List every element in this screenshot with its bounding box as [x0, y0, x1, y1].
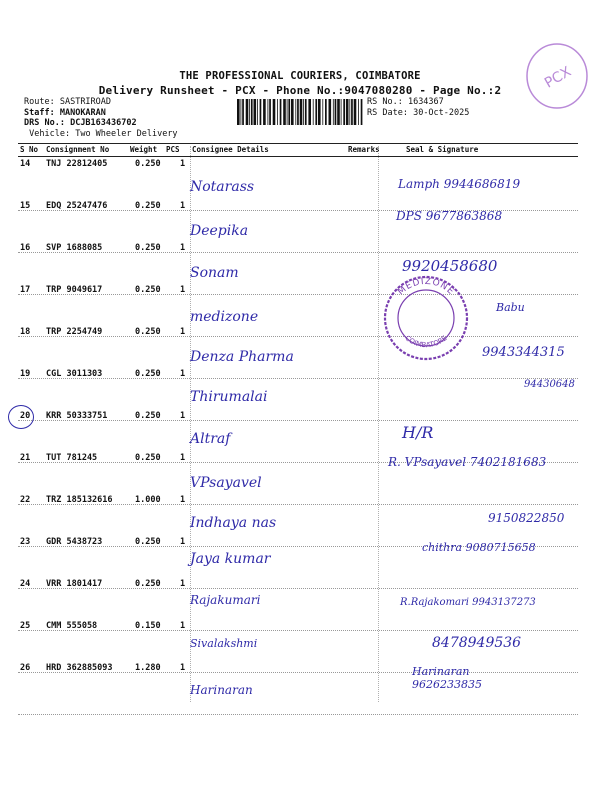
row-consignment: TRP 9049617: [46, 285, 103, 295]
row-weight: 0.250: [135, 243, 161, 253]
row-consignee: Altraf: [190, 431, 231, 447]
row-consignment: KRR 50333751: [46, 411, 108, 421]
row-consignment: VRR 1801417: [46, 579, 103, 589]
runsheet-subtitle: Delivery Runsheet - PCX - Phone No.:9047080280 - Page No.:2: [98, 84, 502, 97]
barcode-bar: [254, 99, 257, 125]
barcode-bar: [241, 99, 242, 125]
col-consignment: Consignment No: [46, 145, 110, 154]
row-pcs: 1: [180, 369, 186, 379]
row-signature: Harinaran 9626233835: [412, 665, 482, 691]
row-sno: 14: [20, 159, 31, 169]
barcode-bar: [263, 99, 266, 125]
barcode-bar: [325, 99, 327, 125]
row-consignment: CGL 3011303: [46, 369, 103, 379]
row-signature: 9943344315: [482, 345, 565, 360]
row-weight: 0.250: [135, 579, 161, 589]
barcode-bar: [358, 99, 359, 125]
row-consignment: TUT 781245: [46, 453, 98, 463]
barcode-bar: [361, 99, 363, 125]
row-sno: 15: [20, 201, 31, 211]
row-signature: 8478949536: [432, 635, 522, 651]
row-pcs: 1: [180, 243, 186, 253]
row-pcs: 1: [180, 201, 186, 211]
col-remarks: Remarks: [348, 145, 380, 154]
barcode-bar: [237, 99, 240, 125]
barcode-bar: [308, 99, 311, 125]
barcode-bar: [349, 99, 350, 125]
row-sno: 23: [20, 537, 31, 547]
barcode-bar: [251, 99, 253, 125]
row-consignee: Deepika: [190, 223, 249, 239]
row-pcs: 1: [180, 537, 186, 547]
row-consignment: TRZ 185132616: [46, 495, 113, 505]
row-consignee: Notarass: [190, 179, 255, 195]
row-consignee: Thirumalai: [190, 389, 268, 405]
row-signature: H/R: [402, 423, 434, 442]
row-weight: 1.280: [135, 663, 161, 673]
seal-top-text: MEDIZONE: [396, 276, 457, 298]
row-signature: R. VPsayavel 7402181683: [388, 455, 547, 469]
barcode-bar: [335, 99, 337, 125]
row-pcs: 1: [180, 621, 186, 631]
row-signature: Lamph 9944686819: [398, 177, 521, 191]
barcode-bar: [269, 99, 271, 125]
row-consignee: Sivalakshmi: [190, 637, 258, 650]
route-value: SASTRIROAD: [59, 97, 112, 107]
row-pcs: 1: [180, 159, 186, 169]
barcode-bar: [280, 99, 282, 125]
row-weight: 0.250: [135, 453, 161, 463]
barcode-bar: [343, 99, 345, 125]
row-signature: 9920458680: [402, 257, 498, 275]
barcode-bar: [287, 99, 288, 125]
barcode-bar: [295, 99, 296, 125]
table-row: [18, 661, 578, 715]
barcode-bar: [297, 99, 299, 125]
row-consignment: TNJ 22812405: [46, 159, 108, 169]
row-weight: 0.250: [135, 201, 161, 211]
barcode-bar: [313, 99, 314, 125]
row-consignment: SVP 1688085: [46, 243, 103, 253]
barcode-bar: [322, 99, 323, 125]
barcode-bar: [318, 99, 321, 125]
barcode-bar: [283, 99, 286, 125]
vehicle-value: Two Wheeler Delivery: [75, 128, 178, 139]
row-weight: 0.150: [135, 621, 161, 631]
svg-text:COIMBATORE: [403, 334, 448, 349]
row-sno: 25: [20, 621, 31, 631]
row-signature: R.Rajakomari 9943137273: [400, 597, 536, 608]
meta-left: Route: SASTRIROAD Staff: MANOKARAN DRS No.: DCJB163436702 Vehicle: Two Wheeler Delivery: [24, 97, 178, 139]
barcode-bar: [303, 99, 304, 125]
barcode-bar: [337, 99, 340, 125]
barcode-bar: [354, 99, 357, 125]
row-pcs: 1: [180, 495, 186, 505]
row-weight: 0.250: [135, 411, 161, 421]
rs-no-value: 1634367: [407, 97, 444, 107]
company-title: THE PROFESSIONAL COURIERS, COIMBATORE: [179, 70, 421, 82]
col-pcs: PCS: [166, 145, 180, 154]
col-weight: Weight: [130, 145, 158, 154]
row-consignee: medizone: [190, 309, 259, 325]
barcode-bar: [268, 99, 269, 125]
row-consignment: TRP 2254749: [46, 327, 103, 337]
col-sno: S No: [20, 145, 39, 154]
row-consignment: CMM 555058: [46, 621, 98, 631]
row-sno: 17: [20, 285, 31, 295]
row-weight: 0.250: [135, 327, 161, 337]
col-consignee: Consignee Details: [192, 145, 269, 154]
barcode-bar: [329, 99, 332, 125]
row-pcs: 1: [180, 411, 186, 421]
medizone-seal: [380, 272, 472, 364]
row-consignment: HRD 362885093: [46, 663, 113, 673]
row-consignee: Jaya kumar: [190, 551, 271, 567]
row-signature: chithra 9080715658: [422, 541, 536, 554]
row-sno: 20: [20, 411, 31, 421]
barcode-bar: [300, 99, 303, 125]
row-signature: 9150822850: [488, 511, 565, 525]
meta-right: RS No.: 1634367 RS Date: 30-Oct-2025: [367, 97, 470, 118]
row-consignee: Rajakumari: [190, 593, 261, 607]
row-signature: DPS 9677863868: [396, 209, 503, 223]
row-weight: 0.250: [135, 285, 161, 295]
seal-bottom-text: COIMBATORE: [403, 334, 449, 350]
row-weight: 0.250: [135, 159, 161, 169]
pcx-stamp-text: PCX: [541, 63, 575, 92]
row-pcs: 1: [180, 453, 186, 463]
row-pcs: 1: [180, 663, 186, 673]
barcode: [237, 99, 363, 125]
row-weight: 0.250: [135, 537, 161, 547]
row-sno: 16: [20, 243, 31, 253]
row-sno: 22: [20, 495, 31, 505]
row-pcs: 1: [180, 327, 186, 337]
barcode-bar: [288, 99, 290, 125]
rs-date-value: 30-Oct-2025: [413, 107, 470, 118]
barcode-bar: [277, 99, 278, 125]
barcode-bar: [341, 99, 342, 125]
row-separator: [18, 714, 578, 715]
barcode-bar: [351, 99, 353, 125]
row-weight: 1.000: [135, 495, 161, 505]
row-sno: 18: [20, 327, 31, 337]
barcode-bar: [257, 99, 258, 125]
row-pcs: 1: [180, 579, 186, 589]
barcode-bar: [333, 99, 334, 125]
barcode-bar: [249, 99, 250, 125]
barcode-bar: [242, 99, 244, 125]
row-signature: Babu: [496, 301, 525, 314]
barcode-bar: [305, 99, 307, 125]
staff-value: MANOKARAN: [59, 107, 106, 118]
col-seal: Seal & Signature: [406, 145, 479, 154]
row-weight: 0.250: [135, 369, 161, 379]
barcode-bar: [346, 99, 349, 125]
row-sno: 21: [20, 453, 31, 463]
row-sno: 24: [20, 579, 31, 589]
barcode-bar: [260, 99, 262, 125]
svg-text:MEDIZONE: [396, 277, 456, 297]
row-pcs: 1: [180, 285, 186, 295]
row-sno: 19: [20, 369, 31, 379]
row-sno: 26: [20, 663, 31, 673]
barcode-bar: [246, 99, 249, 125]
barcode-bar: [273, 99, 276, 125]
row-consignment: EDQ 25247476: [46, 201, 108, 211]
row-consignee: Denza Pharma: [190, 349, 294, 365]
row-consignee: Sonam: [190, 265, 239, 281]
row-consignee: Indhaya nas: [190, 515, 277, 531]
row-signature: 94430648: [524, 379, 575, 390]
row-consignment: GDR 5438723: [46, 537, 103, 547]
row-consignee: Harinaran: [190, 683, 253, 697]
table-header: [18, 144, 578, 156]
barcode-bar: [315, 99, 317, 125]
barcode-bar: [291, 99, 294, 125]
row-consignee: VPsayavel: [190, 475, 262, 491]
drs-value: DCJB163436702: [70, 118, 137, 128]
